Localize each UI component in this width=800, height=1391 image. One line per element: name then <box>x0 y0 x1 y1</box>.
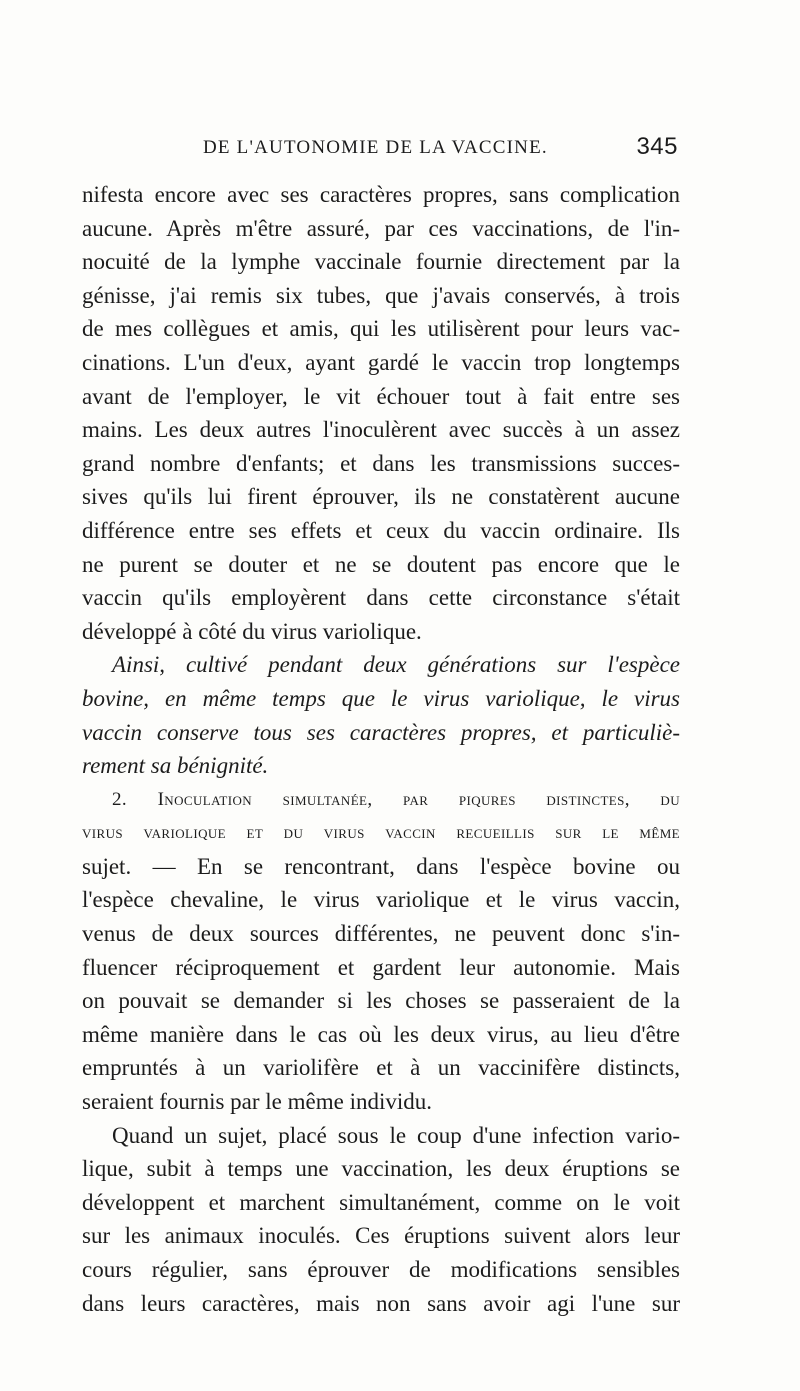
text-line: nifesta encore avec ses caractères propres, sans complication <box>82 182 680 207</box>
text-line: cours régulier, sans éprouver de modifications sensibles <box>82 1257 680 1282</box>
text-line: seraient fournis par le même individu. <box>82 1089 433 1115</box>
page-header <box>82 133 680 167</box>
text-line: sur les animaux inoculés. Ces éruptions suivent alors leur <box>82 1223 680 1249</box>
text-line: aucune. Après m'être assuré, par ces vaccinations, de l'in- <box>82 215 680 241</box>
text-line: mains. Les deux autres l'inoculèrent avec succès à un assez <box>82 417 680 443</box>
text-line: différence entre ses effets et ceux du vaccin ordinaire. Ils <box>82 517 680 543</box>
italic-text-line: bovine, en même temps que le virus variolique, le virus <box>82 685 680 711</box>
text-line: de mes collègues et amis, qui les utilisèrent pour leurs vac- <box>82 316 680 342</box>
text-line: développé à côté du virus variolique. <box>82 618 422 644</box>
italic-text-line: vaccin conserve tous ses caractères propres, et particuliè- <box>82 719 680 745</box>
page-number: 345 <box>636 133 678 160</box>
text-line: empruntés à un variolifère et à un vaccinifère distincts, <box>82 1055 680 1081</box>
text-line: même manière dans le cas où les deux virus, au lieu d'être <box>82 1021 680 1047</box>
body-text <box>82 178 680 1320</box>
italic-text-line: rement sa bénignité. <box>82 753 269 779</box>
text-line: on pouvait se demander si les choses se passeraient de la <box>82 988 680 1014</box>
text-line: l'espèce chevaline, le virus variolique et le virus vaccin, <box>82 887 680 913</box>
italic-text-line: Ainsi, cultivé pendant deux générations sur l'espèce <box>112 652 680 678</box>
running-head: DE L'AUTONOMIE DE LA VACCINE. <box>203 137 548 158</box>
text-line: avant de l'employer, le vit échouer tout à fait entre ses <box>82 383 680 409</box>
text-line: dans leurs caractères, mais non sans avoir agi l'une sur <box>82 1290 680 1316</box>
text-line: cinations. L'un d'eux, ayant gardé le vaccin trop longtemps <box>82 349 680 375</box>
text-line: sives qu'ils lui firent éprouver, ils ne constatèrent aucune <box>82 484 680 510</box>
text-line: venus de deux sources différentes, ne peuvent donc s'in- <box>82 921 680 947</box>
text-line: sujet. — En se rencontrant, dans l'espèce bovine ou <box>82 853 680 879</box>
text-line: fluencer réciproquement et gardent leur autonomie. Mais <box>82 954 680 980</box>
text-line: ne purent se douter et ne se doutent pas encore que le <box>82 551 680 577</box>
text-line: génisse, j'ai remis six tubes, que j'avais conservés, à trois <box>82 282 680 308</box>
text-line: vaccin qu'ils employèrent dans cette circonstance s'était <box>82 585 680 611</box>
text-line: nocuité de la lymphe vaccinale fournie directement par la <box>82 249 680 275</box>
text-line: grand nombre d'enfants; et dans les transmissions succes- <box>82 450 680 476</box>
text-line: lique, subit à temps une vaccination, les deux éruptions se <box>82 1156 680 1182</box>
text-line: développent et marchent simultanément, comme on le voit <box>82 1189 680 1215</box>
section-heading-line: virus variolique et du virus vaccin recueillis sur le même <box>82 822 680 844</box>
section-heading-line: 2. Inoculation simultanée, par piqures distinctes, du <box>112 788 680 810</box>
text-line: Quand un sujet, placé sous le coup d'une infection vario- <box>112 1122 680 1148</box>
